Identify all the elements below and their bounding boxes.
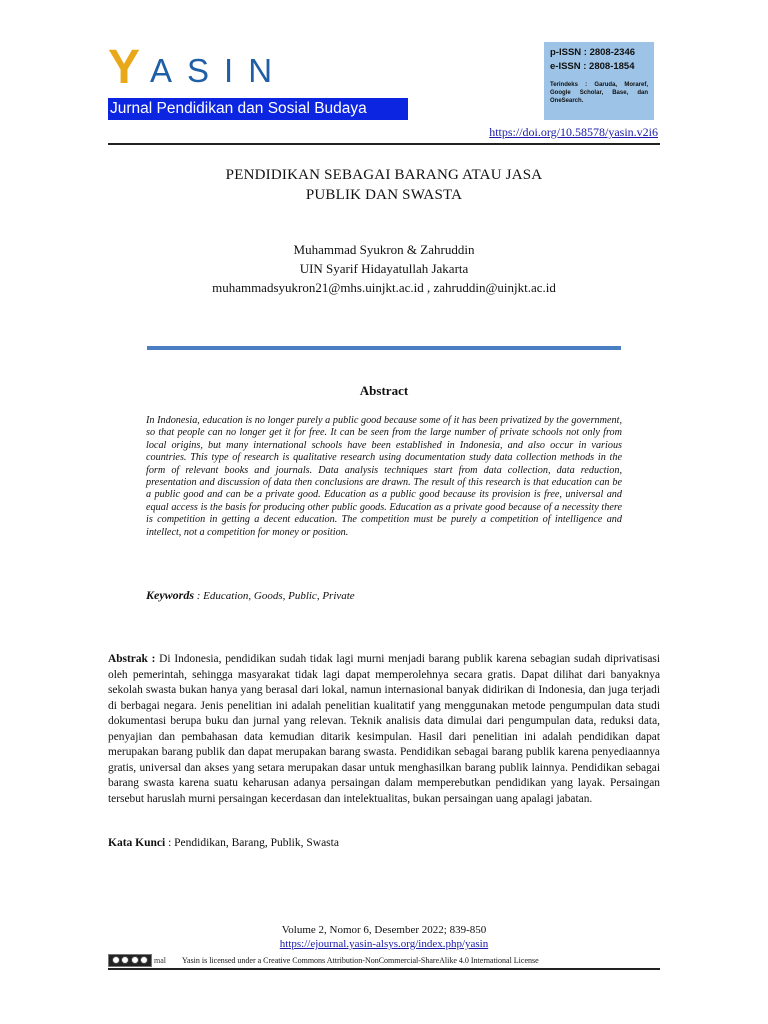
journal-url-line xyxy=(108,937,660,951)
e-issn: e-ISSN : 2808-1854 xyxy=(550,61,635,72)
issn-box xyxy=(544,42,654,120)
journal-logo xyxy=(108,41,288,94)
cc-by-icon xyxy=(121,956,129,964)
author-emails: muhammadsyukron21@mhs.uinjkt.ac.id , zahruddin@uinjkt.ac.id xyxy=(212,280,556,295)
author-names: Muhammad Syukron & Zahruddin xyxy=(293,242,475,257)
kata-kunci-values: : Pendidikan, Barang, Publik, Swasta xyxy=(165,837,339,849)
abstrak-label: Abstrak : xyxy=(108,653,156,665)
cc-icon xyxy=(112,956,120,964)
header-divider xyxy=(108,143,660,145)
license-prefix: mal xyxy=(154,955,166,965)
logo-letter-y: Y xyxy=(108,41,141,94)
title-line-2: PUBLIK DAN SWASTA xyxy=(305,187,463,203)
logo-text: ASIN xyxy=(150,52,288,89)
article-title xyxy=(108,165,660,205)
abstract-heading: Abstract xyxy=(359,383,409,398)
abstract-text-id xyxy=(108,652,660,807)
keywords-en xyxy=(146,588,622,603)
title-divider xyxy=(147,346,621,350)
keywords-id xyxy=(108,836,660,851)
journal-name-banner: Jurnal Pendidikan dan Sosial Budaya xyxy=(108,98,408,120)
p-issn: p-ISSN : 2808-2346 xyxy=(550,47,636,58)
cc-sa-icon xyxy=(140,956,148,964)
creative-commons-badge-icon[interactable] xyxy=(108,954,152,967)
journal-url-link[interactable]: https://ejournal.yasin-alsys.org/index.php/yasin xyxy=(279,938,489,950)
volume-info: Volume 2, Nomor 6, Desember 2022; 839-850 xyxy=(281,924,487,936)
kata-kunci-label: Kata Kunci xyxy=(108,837,166,849)
cc-nc-icon xyxy=(131,956,139,964)
keywords-label: Keywords xyxy=(146,588,194,602)
abstract-text-en: In Indonesia, education is no longer purely a public good because some of it has been privatized by the government, so that people can no longer get it for free. It can be seen from the large number of private schools not only from local origins, but many international schools have been established in Indonesia, and also occur in various countries. This type of research is qualitative research using documentation study data collection methods in the form of relevant books and journals. Data analysis techniques start from data collection, data reduction, presentation and discussion of data then conclusions are drawn. The result of this research is that education can be a public good and can be a private good. Education as a public good because its provision is free, universal and equal access is the basis for producing other public goods. Education as a private good because of a necessity there is competition in getting a decent education. The competition must be purely a competition of intelligence and intellect, not a competition for money or position. xyxy=(146,415,622,538)
author-block xyxy=(108,240,660,297)
title-line-1: PENDIDIKAN SEBAGAI BARANG ATAU JASA xyxy=(225,167,543,183)
abstrak-body: Di Indonesia, pendidikan sudah tidak lagi murni menjadi barang publik karena sebagian sudah diprivatisasi oleh pemerintah, sehingga masyarakat tidak lagi dapat memperolehnya secara gratis. Dapat dilihat dari banyaknya sekolah swasta bukan hanya yang berasal dari lokal, namun internasional banyak didirikan di Indonesia, dan juga terjadi di berbagai negara. Jenis penelitian ini adalah penelitian kualitatif yang menggunakan metode pengumpulan data studi dokumentasi berupa buku dan jurnal yang relevan. Teknik analisis data dimulai dari pengumpulan data, reduksi data, penyajian dan pembahasan data kemudian ditarik kesimpulan. Hasil dari penelitian ini adalah pendidikan dapat merupakan barang publik dan dapat merupakan barang swasta. Pendidikan sebagai barang publik karena penyediaannya gratis, universal dan akses yang setara merupakan dasar untuk menghasilkan barang publik lainnya. Pendidikan sebagai barang swasta karena suatu keharusan adanya persaingan dalam memperebutkan pendidikan yang layak. Persaingan tersebut haruslah murni persaingan kecerdasan dan intelektualitas, bukan persaingan uang apalagi jabatan. xyxy=(108,653,660,805)
license-row xyxy=(108,953,660,967)
indexing-note: Terindeks : Garuda, Moraref, Google Scholar, Base, dan OneSearch. xyxy=(550,82,648,104)
author-affiliation: UIN Syarif Hidayatullah Jakarta xyxy=(299,261,469,276)
doi-link[interactable]: https://doi.org/10.58578/yasin.v2i6 xyxy=(489,125,658,139)
license-text: Yasin is licensed under a Creative Commons Attribution-NonCommercial-ShareAlike 4.0 International License xyxy=(182,955,539,965)
keywords-values: : Education, Goods, Public, Private xyxy=(194,590,355,602)
footer-divider xyxy=(108,968,660,970)
